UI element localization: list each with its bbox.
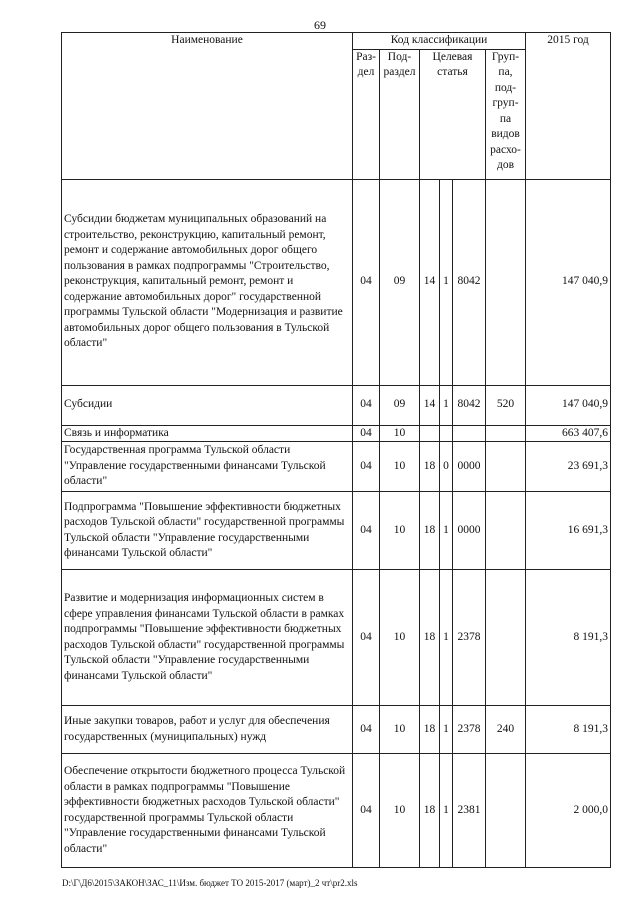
row-target-direction: 8042	[453, 179, 486, 385]
row-name: Субсидии бюджетам муниципальных образований на строительство, реконструкцию, капитальный ремонт, ремонт и содержание автомобильных дорог общего пользования в рамках подпрограммы "Строительство, реконструкция, капитальный ремонт, ремонт и содержание автомобильных дорог" государственной программы Тульской области "Модернизация и развитие автомобильных дорог общего пользования в Тульской области"	[62, 179, 353, 385]
row-target-program: 18	[420, 706, 440, 754]
row-target-subprogram: 1	[440, 492, 453, 570]
budget-table	[61, 32, 611, 868]
row-amount: 147 040,9	[526, 179, 611, 385]
row-group	[486, 754, 526, 868]
row-name: Подпрограмма "Повышение эффективности бюджетных расходов Тульской области" государственной программы Тульской области "Управление государственными финансами Тульской области"	[62, 492, 353, 570]
row-group	[486, 570, 526, 706]
table-row	[62, 442, 611, 492]
row-name: Иные закупки товаров, работ и услуг для обеспечения государственных (муниципальных) нужд	[62, 706, 353, 754]
table-row	[62, 179, 611, 385]
row-target-program: 18	[420, 754, 440, 868]
row-podrazdel: 10	[380, 425, 420, 442]
row-razdel: 04	[353, 706, 380, 754]
row-name: Связь и информатика	[62, 425, 353, 442]
row-target-subprogram: 1	[440, 754, 453, 868]
row-group	[486, 425, 526, 442]
row-target-direction: 0000	[453, 492, 486, 570]
table-header	[62, 33, 611, 180]
header-year: 2015 год	[526, 33, 611, 180]
row-target-program: 18	[420, 570, 440, 706]
header-code: Код классификации	[353, 33, 526, 50]
page-number: 69	[314, 18, 326, 32]
footer-path: D:\Г\Д6\2015\ЗАКОН\ЗАС_11\Изм. бюджет ТО 2015-2017 (март)_2 чт\pr2.xls	[62, 878, 358, 888]
row-podrazdel: 09	[380, 179, 420, 385]
row-razdel: 04	[353, 492, 380, 570]
row-target-subprogram: 1	[440, 570, 453, 706]
row-target-subprogram	[440, 425, 453, 442]
row-target-subprogram: 1	[440, 385, 453, 425]
row-group	[486, 442, 526, 492]
table-row	[62, 706, 611, 754]
row-target-direction: 2378	[453, 570, 486, 706]
row-target-direction: 2381	[453, 754, 486, 868]
row-podrazdel: 10	[380, 706, 420, 754]
row-amount: 16 691,3	[526, 492, 611, 570]
row-name: Субсидии	[62, 385, 353, 425]
row-amount: 8 191,3	[526, 570, 611, 706]
row-razdel: 04	[353, 179, 380, 385]
header-target: Целевая статья	[420, 49, 486, 179]
row-target-direction: 2378	[453, 706, 486, 754]
header-podrazdel: Под-раздел	[380, 49, 420, 179]
table-row	[62, 570, 611, 706]
row-target-direction: 0000	[453, 442, 486, 492]
table-row	[62, 754, 611, 868]
row-group	[486, 179, 526, 385]
table-row	[62, 425, 611, 442]
row-razdel: 04	[353, 570, 380, 706]
row-target-subprogram: 1	[440, 179, 453, 385]
row-target-program: 14	[420, 385, 440, 425]
row-name: Развитие и модернизация информационных систем в сфере управления финансами Тульской области в рамках подпрограммы "Повышение эффективности бюджетных расходов Тульской области" государственной программы Тульской области "Управление государственными финансами Тульской области"	[62, 570, 353, 706]
row-amount: 147 040,9	[526, 385, 611, 425]
row-amount: 2 000,0	[526, 754, 611, 868]
row-target-direction	[453, 425, 486, 442]
row-name: Государственная программа Тульской области "Управление государственными финансами Тульской области"	[62, 442, 353, 492]
row-target-program: 18	[420, 492, 440, 570]
row-razdel: 04	[353, 385, 380, 425]
row-amount: 8 191,3	[526, 706, 611, 754]
table-row	[62, 385, 611, 425]
row-target-program: 14	[420, 179, 440, 385]
row-amount: 663 407,6	[526, 425, 611, 442]
row-name: Обеспечение открытости бюджетного процесса Тульской области в рамках подпрограммы "Повышение эффективности бюджетных расходов Тульской области" государственной программы Тульской области "Управление государственными финансами Тульской области"	[62, 754, 353, 868]
row-podrazdel: 10	[380, 492, 420, 570]
header-razdel: Раз-дел	[353, 49, 380, 179]
row-amount: 23 691,3	[526, 442, 611, 492]
row-razdel: 04	[353, 425, 380, 442]
header-group: Груп-па, под-груп-па видов расхо-дов	[486, 49, 526, 179]
row-group: 240	[486, 706, 526, 754]
row-target-program: 18	[420, 442, 440, 492]
row-razdel: 04	[353, 754, 380, 868]
row-podrazdel: 10	[380, 754, 420, 868]
row-target-subprogram: 0	[440, 442, 453, 492]
row-target-program	[420, 425, 440, 442]
row-target-direction: 8042	[453, 385, 486, 425]
row-razdel: 04	[353, 442, 380, 492]
row-group	[486, 492, 526, 570]
row-podrazdel: 10	[380, 570, 420, 706]
header-name: Наименование	[62, 33, 353, 180]
row-podrazdel: 09	[380, 385, 420, 425]
row-podrazdel: 10	[380, 442, 420, 492]
table-row	[62, 492, 611, 570]
row-target-subprogram: 1	[440, 706, 453, 754]
table-body	[62, 179, 611, 868]
row-group: 520	[486, 385, 526, 425]
